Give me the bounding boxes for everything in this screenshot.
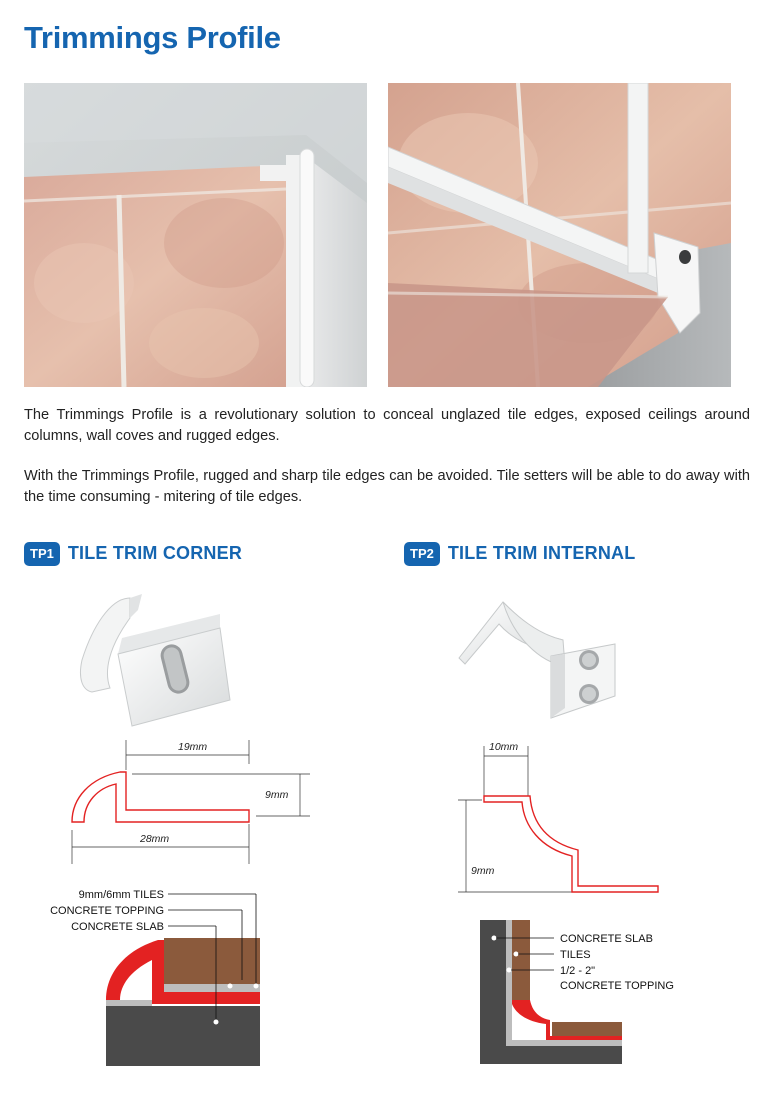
tp2-label-topping: CONCRETE TOPPING [560, 980, 674, 992]
tp2-dim-top: 10mm [489, 741, 519, 753]
tp1-heading [24, 541, 242, 566]
internal-trim-photo [388, 83, 731, 387]
tp1-dimension-drawing [72, 740, 310, 864]
tp2-label-thickness: 1/2 - 2" [560, 965, 596, 977]
tp2-label-tiles: TILES [560, 949, 591, 961]
tp2-product-image [459, 602, 615, 718]
tp1-label-topping: CONCRETE TOPPING [50, 905, 164, 917]
tp1-label-slab: CONCRETE SLAB [71, 921, 164, 933]
tp1-label-tiles: 9mm/6mm TILES [78, 889, 164, 901]
tp1-product-image [70, 588, 250, 728]
benefit-paragraph: With the Trimmings Profile, rugged and sharp tile edges can be avoided. Tile setters will be able to do away with the time consuming - mitering of tile edges. [24, 468, 750, 505]
tp1-cross-section [106, 894, 260, 1066]
tp1-dim-height: 9mm [265, 789, 289, 801]
tp1-title: TILE TRIM CORNER [67, 543, 243, 563]
tp2-dim-height: 9mm [471, 865, 495, 877]
tp1-dim-bottom: 28mm [140, 833, 170, 845]
tp1-code-badge: TP1 [24, 542, 60, 566]
intro-paragraph: The Trimmings Profile is a revolutionary solution to conceal unglazed tile edges, exposed ceilings around columns, wall coves and rugged edges. [24, 407, 750, 444]
tp2-title: TILE TRIM INTERNAL [447, 543, 636, 563]
tp1-dim-top: 19mm [178, 741, 208, 753]
corner-trim-photo [24, 83, 367, 387]
tp2-code-badge: TP2 [404, 542, 440, 566]
page-title: Trimmings Profile [24, 20, 281, 55]
tp2-heading [404, 541, 635, 566]
tp2-label-slab: CONCRETE SLAB [560, 933, 653, 945]
